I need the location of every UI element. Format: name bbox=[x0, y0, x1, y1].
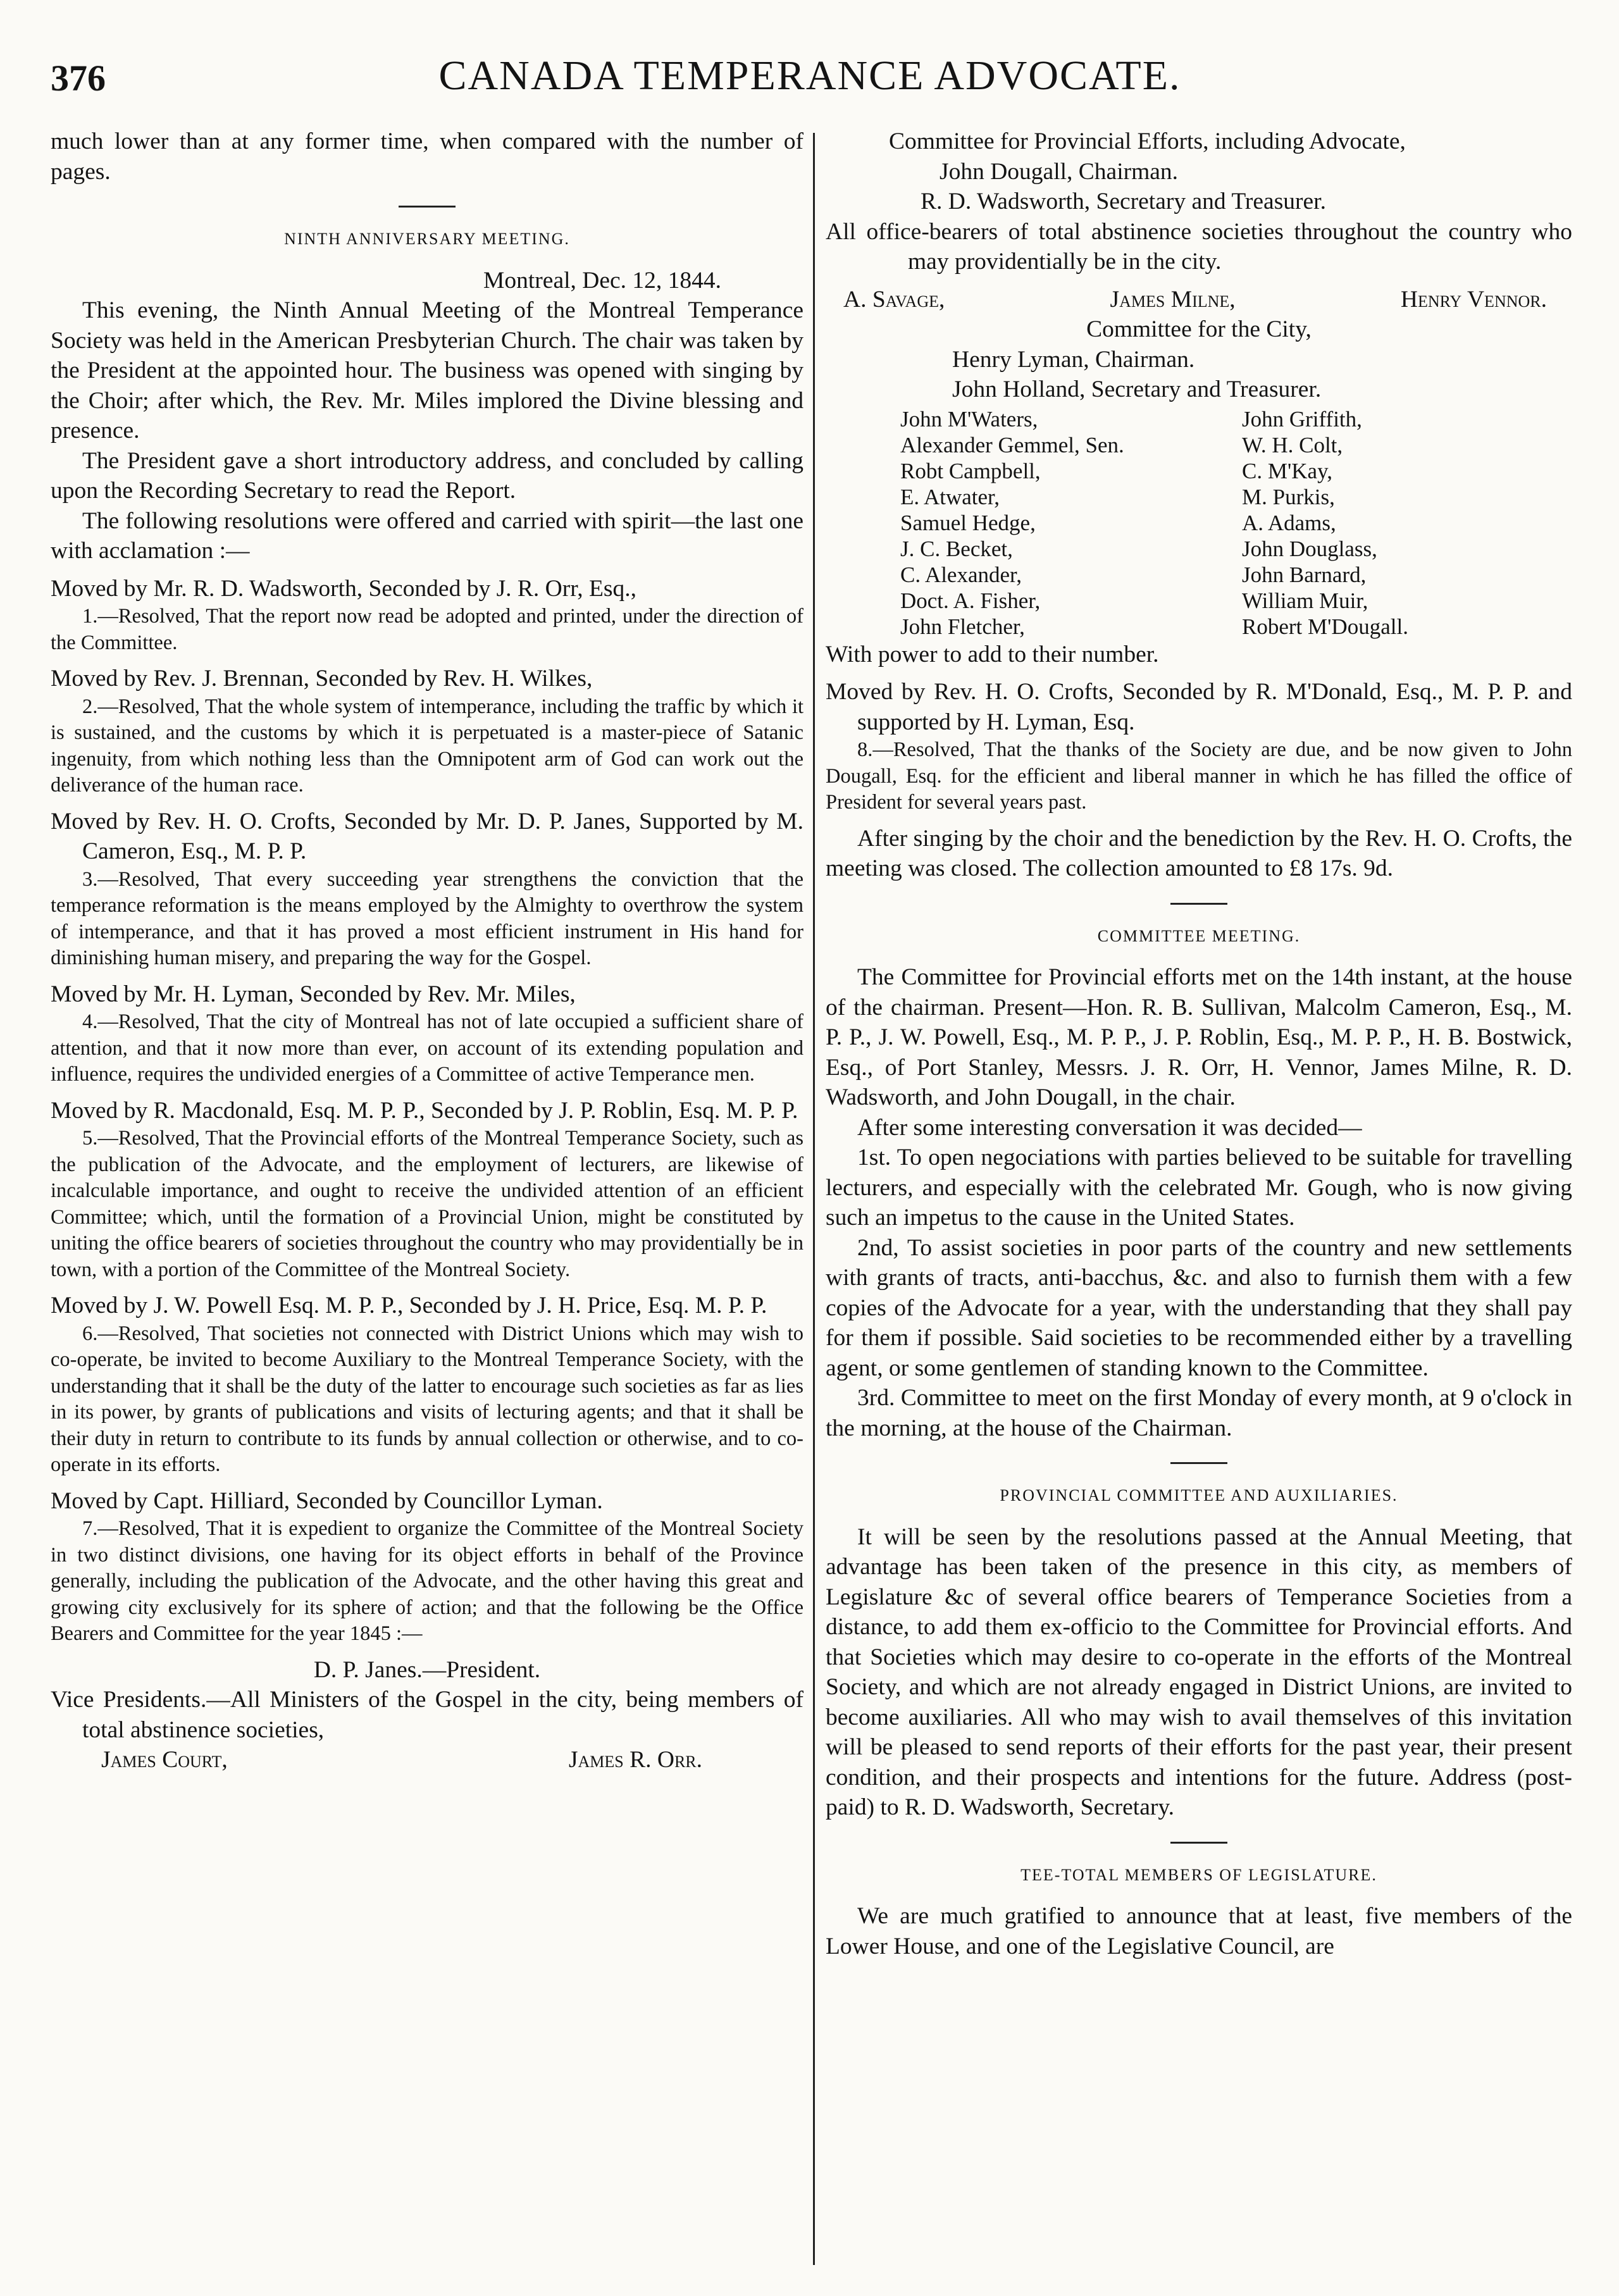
resolution: 8.—Resolved, That the thanks of the Society are due, and be now given to John Dougall, Esq. for the efficient and liberal manner in which he has filled the office of President for several years past. bbox=[826, 738, 1572, 814]
member-name: John Barnard, bbox=[1242, 562, 1367, 587]
paragraph: This evening, the Ninth Annual Meeting of the Montreal Temperance Society was held in the American Presbyterian Church. The chair was taken by the President at the appointed hour. The business was opened with singing by the Choir; after which, the Rev. Mr. Miles implored the Divine blessing and presence. bbox=[51, 297, 803, 444]
section-rule bbox=[1170, 903, 1227, 905]
motion-line: Moved by J. W. Powell Esq. M. P. P., Seconded by J. H. Price, Esq. M. P. P. bbox=[51, 1293, 767, 1319]
member-name: Samuel Hedge, bbox=[900, 510, 1036, 535]
city-committee-members bbox=[826, 406, 1572, 640]
paragraph: The Committee for Provincial efforts met on the 14th instant, at the house of the chairman. Present—Hon. R. B. Sullivan, Malcolm Cameron, Esq., M. P. P., J. W. Powell, Esq., M. P. P., J. P. Roblin, Esq., M. P. P., H. B. Bostwick, Esq., of Port Stanley, Messrs. J. R. Orr, H. Vennor, James Milne, R. D. Wadsworth, and John Dougall, in the chair. bbox=[826, 964, 1572, 1110]
paragraph: The following resolutions were offered and carried with spirit—the last one with acclamation :— bbox=[51, 507, 803, 564]
continued-paragraph: much lower than at any former time, when compared with the number of pages. bbox=[51, 128, 803, 185]
paragraph: After some interesting conversation it was decided— bbox=[857, 1114, 1362, 1141]
paragraph: 1st. To open negociations with parties believed to be suitable for travelling lecturers, and especially with the celebrated Mr. Gough, who is now giving such an impetus to the cause in the United States. bbox=[826, 1145, 1572, 1231]
resolution: 6.—Resolved, That societies not connected with District Unions which may wish to co-operate, be invited to become Auxiliary to the Montreal Temperance Society, with the understanding that it shall be the duty of the latter to encourage such societies as far as lies in its power, by grants of publications and visits of lecturing agents; and that it shall be their duty in return to contribute to its funds by annual collection or otherwise, and to co-operate in its efforts. bbox=[51, 1322, 803, 1476]
provincial-heading: PROVINCIAL COMMITTEE AND AUXILIARIES. bbox=[1000, 1486, 1398, 1505]
vp-name: James R. Orr. bbox=[568, 1747, 702, 1773]
motion-line: Moved by Mr. R. D. Wadsworth, Seconded by J. R. Orr, Esq., bbox=[51, 575, 636, 602]
committee-line: All office-bearers of total abstinence societies throughout the country who may providentially be in the city. bbox=[826, 218, 1572, 275]
president-line: D. P. Janes.—President. bbox=[313, 1656, 541, 1683]
column-divider bbox=[813, 133, 815, 2265]
member-name: John Fletcher, bbox=[900, 614, 1025, 639]
section-rule bbox=[1170, 1462, 1227, 1464]
bearer-name: A. Savage, bbox=[843, 286, 945, 313]
resolution: 4.—Resolved, That the city of Montreal has not of late occupied a sufficient share of attention, and that it now more than ever, on account of its extending population and influence, requires the undivided energies of a Committee of active Temperance men. bbox=[51, 1010, 803, 1086]
bearer-name: Henry Vennor. bbox=[1400, 286, 1547, 313]
member-name: M. Purkis, bbox=[1242, 484, 1335, 509]
vp-name: James Court, bbox=[101, 1747, 228, 1773]
resolution: 2.—Resolved, That the whole system of intemperance, including the traffic by which it is sustained, and the customs by which it is perpetuated is a master-piece of Satanic ingenuity, from which nothing less than the Omnipotent arm of God can work out the deliverance of the human race. bbox=[51, 695, 803, 797]
journal-title: CANADA TEMPERANCE ADVOCATE. bbox=[438, 53, 1181, 99]
member-name: Robt Campbell, bbox=[900, 458, 1041, 483]
member-name: E. Atwater, bbox=[900, 484, 1000, 509]
motion-line: Moved by Rev. H. O. Crofts, Seconded by Mr. D. P. Janes, Supported by M. Cameron, Esq., M. P. P. bbox=[51, 808, 803, 864]
member-name: Robert M'Dougall. bbox=[1242, 614, 1408, 639]
member-name: A. Adams, bbox=[1242, 510, 1336, 535]
paragraph: The President gave a short introductory address, and concluded by calling upon the Recording Secretary to read the Report. bbox=[51, 447, 803, 504]
vice-presidents: Vice Presidents.—All Ministers of the Gospel in the city, being members of total abstinence societies, bbox=[51, 1687, 803, 1743]
motion-line: Moved by Capt. Hilliard, Seconded by Councillor Lyman. bbox=[51, 1487, 603, 1514]
left-column bbox=[51, 127, 803, 1775]
meeting-heading: NINTH ANNIVERSARY MEETING. bbox=[284, 230, 570, 248]
right-column bbox=[826, 127, 1572, 1961]
bearer-name: James Milne, bbox=[1110, 286, 1236, 313]
committee-line: Henry Lyman, Chairman. bbox=[952, 346, 1195, 373]
dateline: Montreal, Dec. 12, 1844. bbox=[483, 267, 721, 294]
member-name: John Douglass, bbox=[1242, 536, 1377, 561]
committee-meeting-heading: COMMITTEE MEETING. bbox=[1097, 926, 1301, 945]
member-name: J. C. Becket, bbox=[900, 536, 1013, 561]
committee-line: With power to add to their number. bbox=[826, 641, 1159, 667]
motion-line: Moved by Mr. H. Lyman, Seconded by Rev. Mr. Miles, bbox=[51, 981, 576, 1007]
page-number: 376 bbox=[51, 58, 106, 99]
member-name: John M'Waters, bbox=[900, 406, 1038, 431]
committee-line: Committee for the City, bbox=[1086, 316, 1312, 342]
member-name: W. H. Colt, bbox=[1242, 432, 1343, 457]
committee-line: John Holland, Secretary and Treasurer. bbox=[952, 376, 1322, 402]
committee-line: Committee for Provincial Efforts, including Advocate, bbox=[889, 128, 1406, 154]
office-bearer-names bbox=[826, 285, 1572, 315]
committee-line: R. D. Wadsworth, Secretary and Treasurer. bbox=[921, 189, 1326, 214]
member-name: Alexander Gemmel, Sen. bbox=[900, 432, 1124, 457]
paragraph: After singing by the choir and the benediction by the Rev. H. O. Crofts, the meeting was closed. The collection amounted to £8 17s. 9d. bbox=[826, 825, 1572, 881]
member-name: William Muir, bbox=[1242, 588, 1368, 613]
resolution: 1.—Resolved, That the report now read be adopted and printed, under the direction of the Committee. bbox=[51, 605, 803, 654]
section-rule bbox=[1170, 1842, 1227, 1844]
member-name: John Griffith, bbox=[1242, 406, 1362, 431]
member-name: C. Alexander, bbox=[900, 562, 1022, 587]
page-header bbox=[51, 46, 1569, 115]
member-name: C. M'Kay, bbox=[1242, 458, 1333, 483]
paragraph: 3rd. Committee to meet on the first Monday of every month, at 9 o'clock in the morning, at the house of the Chairman. bbox=[826, 1385, 1572, 1441]
motion-line: Moved by Rev. H. O. Crofts, Seconded by R. M'Donald, Esq., M. P. P. and supported by H. Lyman, Esq. bbox=[826, 679, 1572, 735]
resolution: 7.—Resolved, That it is expedient to organize the Committee of the Montreal Society in two distinct divisions, one having for its object efforts in behalf of the Province generally, including the publication of the Advocate, and the other having this great and growing city exclusively for its sphere of action; and that the following be the Office Bearers and Committee for the year 1845 :— bbox=[51, 1517, 803, 1645]
motion-line: Moved by Rev. J. Brennan, Seconded by Rev. H. Wilkes, bbox=[51, 666, 593, 692]
paragraph: We are much gratified to announce that at least, five members of the Lower House, and one of the Legislative Council, are bbox=[826, 1903, 1572, 1959]
member-name: Doct. A. Fisher, bbox=[900, 588, 1041, 613]
resolution: 3.—Resolved, That every succeeding year strengthens the conviction that the temperance reformation is the means employed by the Almighty to overthrow the system of intemperance, and that it has proved a most efficient instrument in His hand for diminishing human misery, and preparing the way for the Gospel. bbox=[51, 867, 803, 969]
section-rule bbox=[399, 206, 456, 208]
paragraph: 2nd, To assist societies in poor parts of the country and new settlements with grants of tracts, anti-bacchus, &c. and also to furnish them with a few copies of the Advocate for a year, with the understanding that they shall pay for them if possible. Said societies to be recommended either by a travelling agent, or some gentlemen of standing known to the Committee. bbox=[826, 1234, 1572, 1381]
teetotal-heading: TEE-TOTAL MEMBERS OF LEGISLATURE. bbox=[1020, 1865, 1377, 1884]
paragraph: It will be seen by the resolutions passed at the Annual Meeting, that advantage has been taken of the presence in this city, as members of Legislature &c of several office bearers of Temperance Societies from a distance, to add them ex-officio to the Committee for Provincial efforts. And that Societies which may desire to co-operate in the efforts of the Montreal Society, and which are not already engaged in District Unions, are invited to become auxiliaries. All who may wish to avail themselves of this invitation will be pleased to send reports of their efforts for the past year, their present condition, and their prospects and intentions for the future. Address (post-paid) to R. D. Wadsworth, Secretary. bbox=[826, 1523, 1572, 1820]
committee-line: John Dougall, Chairman. bbox=[940, 158, 1179, 185]
resolution: 5.—Resolved, That the Provincial efforts of the Montreal Temperance Society, such as the publication of the Advocate, and the employment of lecturers, are likewise of incalculable importance, and ought to receive the undivided attention of an efficient Committee; which, until the formation of a Provincial Union, might be constituted by uniting the office bearers of societies throughout the country who may providentially be in town, with a portion of the Committee of the Montreal Society. bbox=[51, 1127, 803, 1281]
motion-line: Moved by R. Macdonald, Esq. M. P. P., Seconded by J. P. Roblin, Esq. M. P. P. bbox=[51, 1097, 798, 1124]
vice-president-names bbox=[51, 1745, 803, 1775]
